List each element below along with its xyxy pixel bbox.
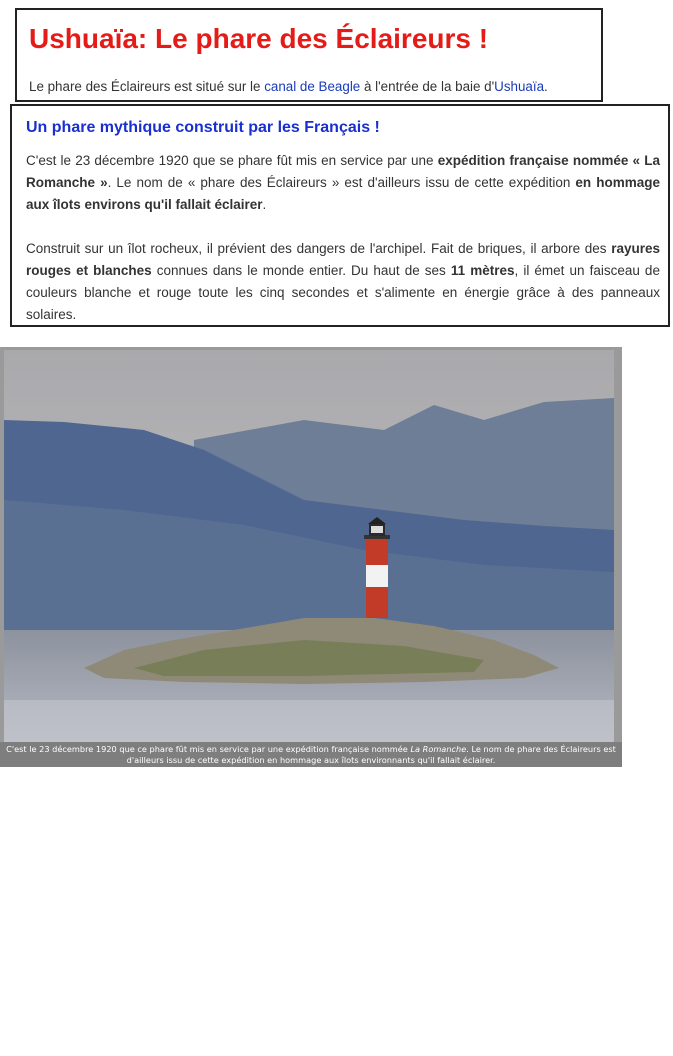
photo-watermark: ©Lannic <box>14 1040 76 1056</box>
article-box <box>10 104 670 327</box>
lighthouse-photo <box>0 347 622 1056</box>
p1-bold-expedition: expédition française nommée « La Romanche » <box>26 153 661 190</box>
lighthouse-illustration <box>4 350 614 743</box>
caption-text-2: . Le nom de phare des Éclaireurs est d'ailleurs issu de cette expédition en hommage aux îlots environnants qu'il fallait éclairer. <box>126 744 616 765</box>
p2-text-3: , il émet un faisceau de couleurs blanche et rouge toute les cinq secondes et s'alimente en énergie grâce à des panneaux solaires. <box>26 263 660 322</box>
p1-text-3: . <box>262 197 267 212</box>
intro-text-middle: à l'entrée de la baie d' <box>360 79 495 94</box>
page-title: Ushuaïa: Le phare des Éclaireurs ! <box>29 23 489 54</box>
section-heading: Un phare mythique construit par les Français ! <box>26 119 380 136</box>
p1-text-1: C'est le 23 décembre 1920 que se phare fût mis en service par une <box>26 153 438 168</box>
intro-text <box>29 79 548 94</box>
paragraph-description <box>26 238 660 326</box>
p2-bold-rayures: rayures rouges et blanches <box>26 241 660 278</box>
p2-text-2: connues dans le monde entier. Du haut de ses <box>151 263 451 278</box>
p1-bold-hommage: en hommage aux îlots environs qu'il fallait éclairer <box>26 175 660 212</box>
link-ushuaia[interactable]: Ushuaïa <box>494 79 545 94</box>
caption-italic: La Romanche <box>410 744 467 754</box>
header-box <box>15 8 603 102</box>
caption-text-1: C'est le 23 décembre 1920 que ce phare fût mis en service par une expédition française nommée <box>6 744 411 754</box>
intro-text-start: Le phare des Éclaireurs est situé sur le <box>29 79 265 94</box>
p2-text-1: Construit sur un îlot rocheux, il prévient des dangers de l'archipel. Fait de briques, il arbore des <box>26 241 612 256</box>
link-canal-de-beagle[interactable]: canal de Beagle <box>264 79 361 94</box>
p2-bold-hauteur: 11 mètres <box>450 263 515 278</box>
paragraph-history <box>26 150 660 216</box>
intro-text-end: . <box>544 79 548 94</box>
p1-text-2: . Le nom de « phare des Éclaireurs » est d'ailleurs issu de cette expédition <box>107 175 576 190</box>
photo-caption <box>0 742 622 767</box>
